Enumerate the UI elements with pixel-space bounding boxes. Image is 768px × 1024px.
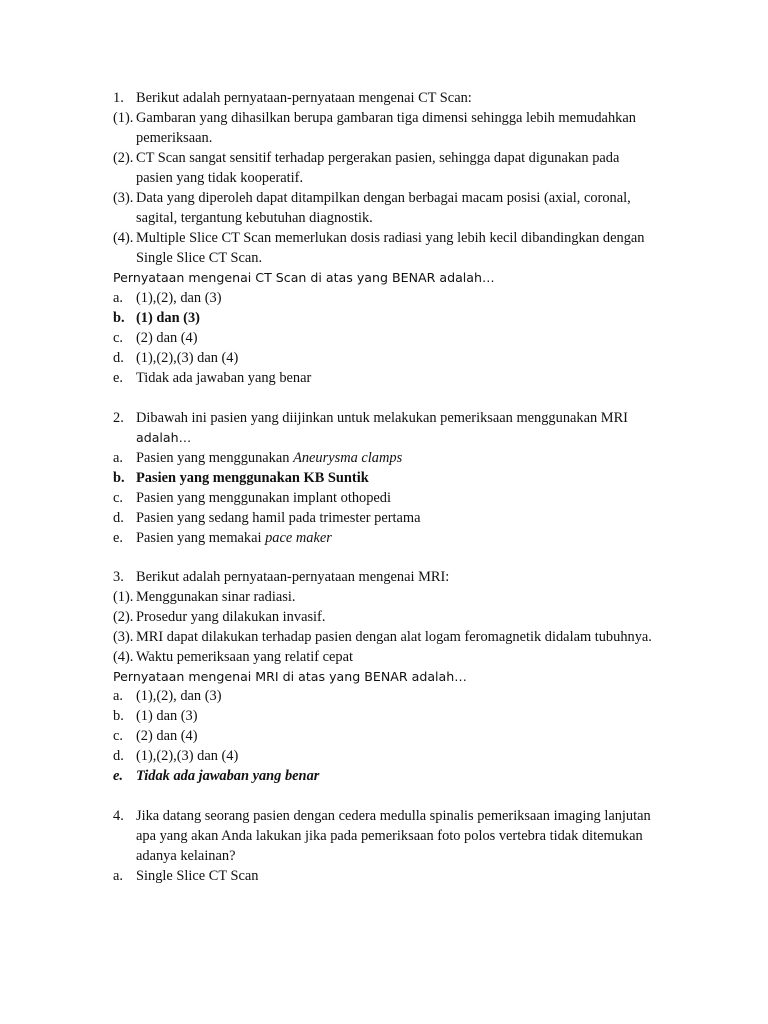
q2-option-e-text: Pasien yang memakai [136,530,266,546]
q2-option-a-term: Aneurysma clamps [293,450,403,466]
q2-option-a-text: Pasien yang menggunakan [136,450,294,466]
document-page: 1. Berikut adalah pernyataan-pernyataan mengenai CT Scan: (1). Gambaran yang dihasilkan berupa gambaran tiga dimensi sehingga lebih memudahkan pemeriksaan. (2). CT Scan sangat sensitif terhadap pergerakan pasien, sehingga dapat digunakan pada pasien yang tidak kooperatif. (3). Data yang diperoleh dapat ditampilkan dengan berbagai macam posisi (axial, coronal, sagital, tergantung kebutuhan diagnostik. (4). Multiple Slice CT Scan memerlukan dosis radiasi yang lebih kecil dibandingkan dengan Single Slice CT Scan. Pernyataan mengenai CT Scan di atas yang BENAR adalah… a. (1),(2), dan (3) b. (1) dan (3) c. (2) dan (4) d. (1),(2),(3) dan (4) e. Tidak ada jawaban yang benar 2. Dibawah ini pasien yang diijinkan untuk melakukan pemeriksaan menggunakan MRI adalah… a. Pasien yang menggunakan Aneurysma clamps b. Pasien yang menggunakan KB Suntik c. Pasien yang menggunakan implant othopedi d. Pasien yang sedang hamil pada trimester pertama e. Pasien yang memakai pace maker 3. Berikut adalah pernyataan-pernyataan mengenai MRI: (1). Menggunakan sinar radiasi. (2). Prosedur yang dilakukan invasif. (3). MRI dapat dilakukan terhadap pasien dengan alat logam feromagnetik didalam tubuhnya. (4). Waktu pemeriksaan yang relatif cepat Pernyataan mengenai MRI di atas yang BENAR adalah… a. (1),(2), dan (3) b. (1) dan (3) c. (2) dan (4) d. (1),(2),(3) dan (4) e. Tidak ada jawaban yang benar 4. Jika datang seorang pasien dengan cedera medulla spinalis pemeriksaan imaging lanjutan apa yang akan Anda lakukan jika pada pemeriksaan foto polos vertebra tidak ditemukan adanya kelainan? a. Single Slice CT Scan [113,90,652,884]
q2-option-e-term: pace maker [265,530,332,546]
